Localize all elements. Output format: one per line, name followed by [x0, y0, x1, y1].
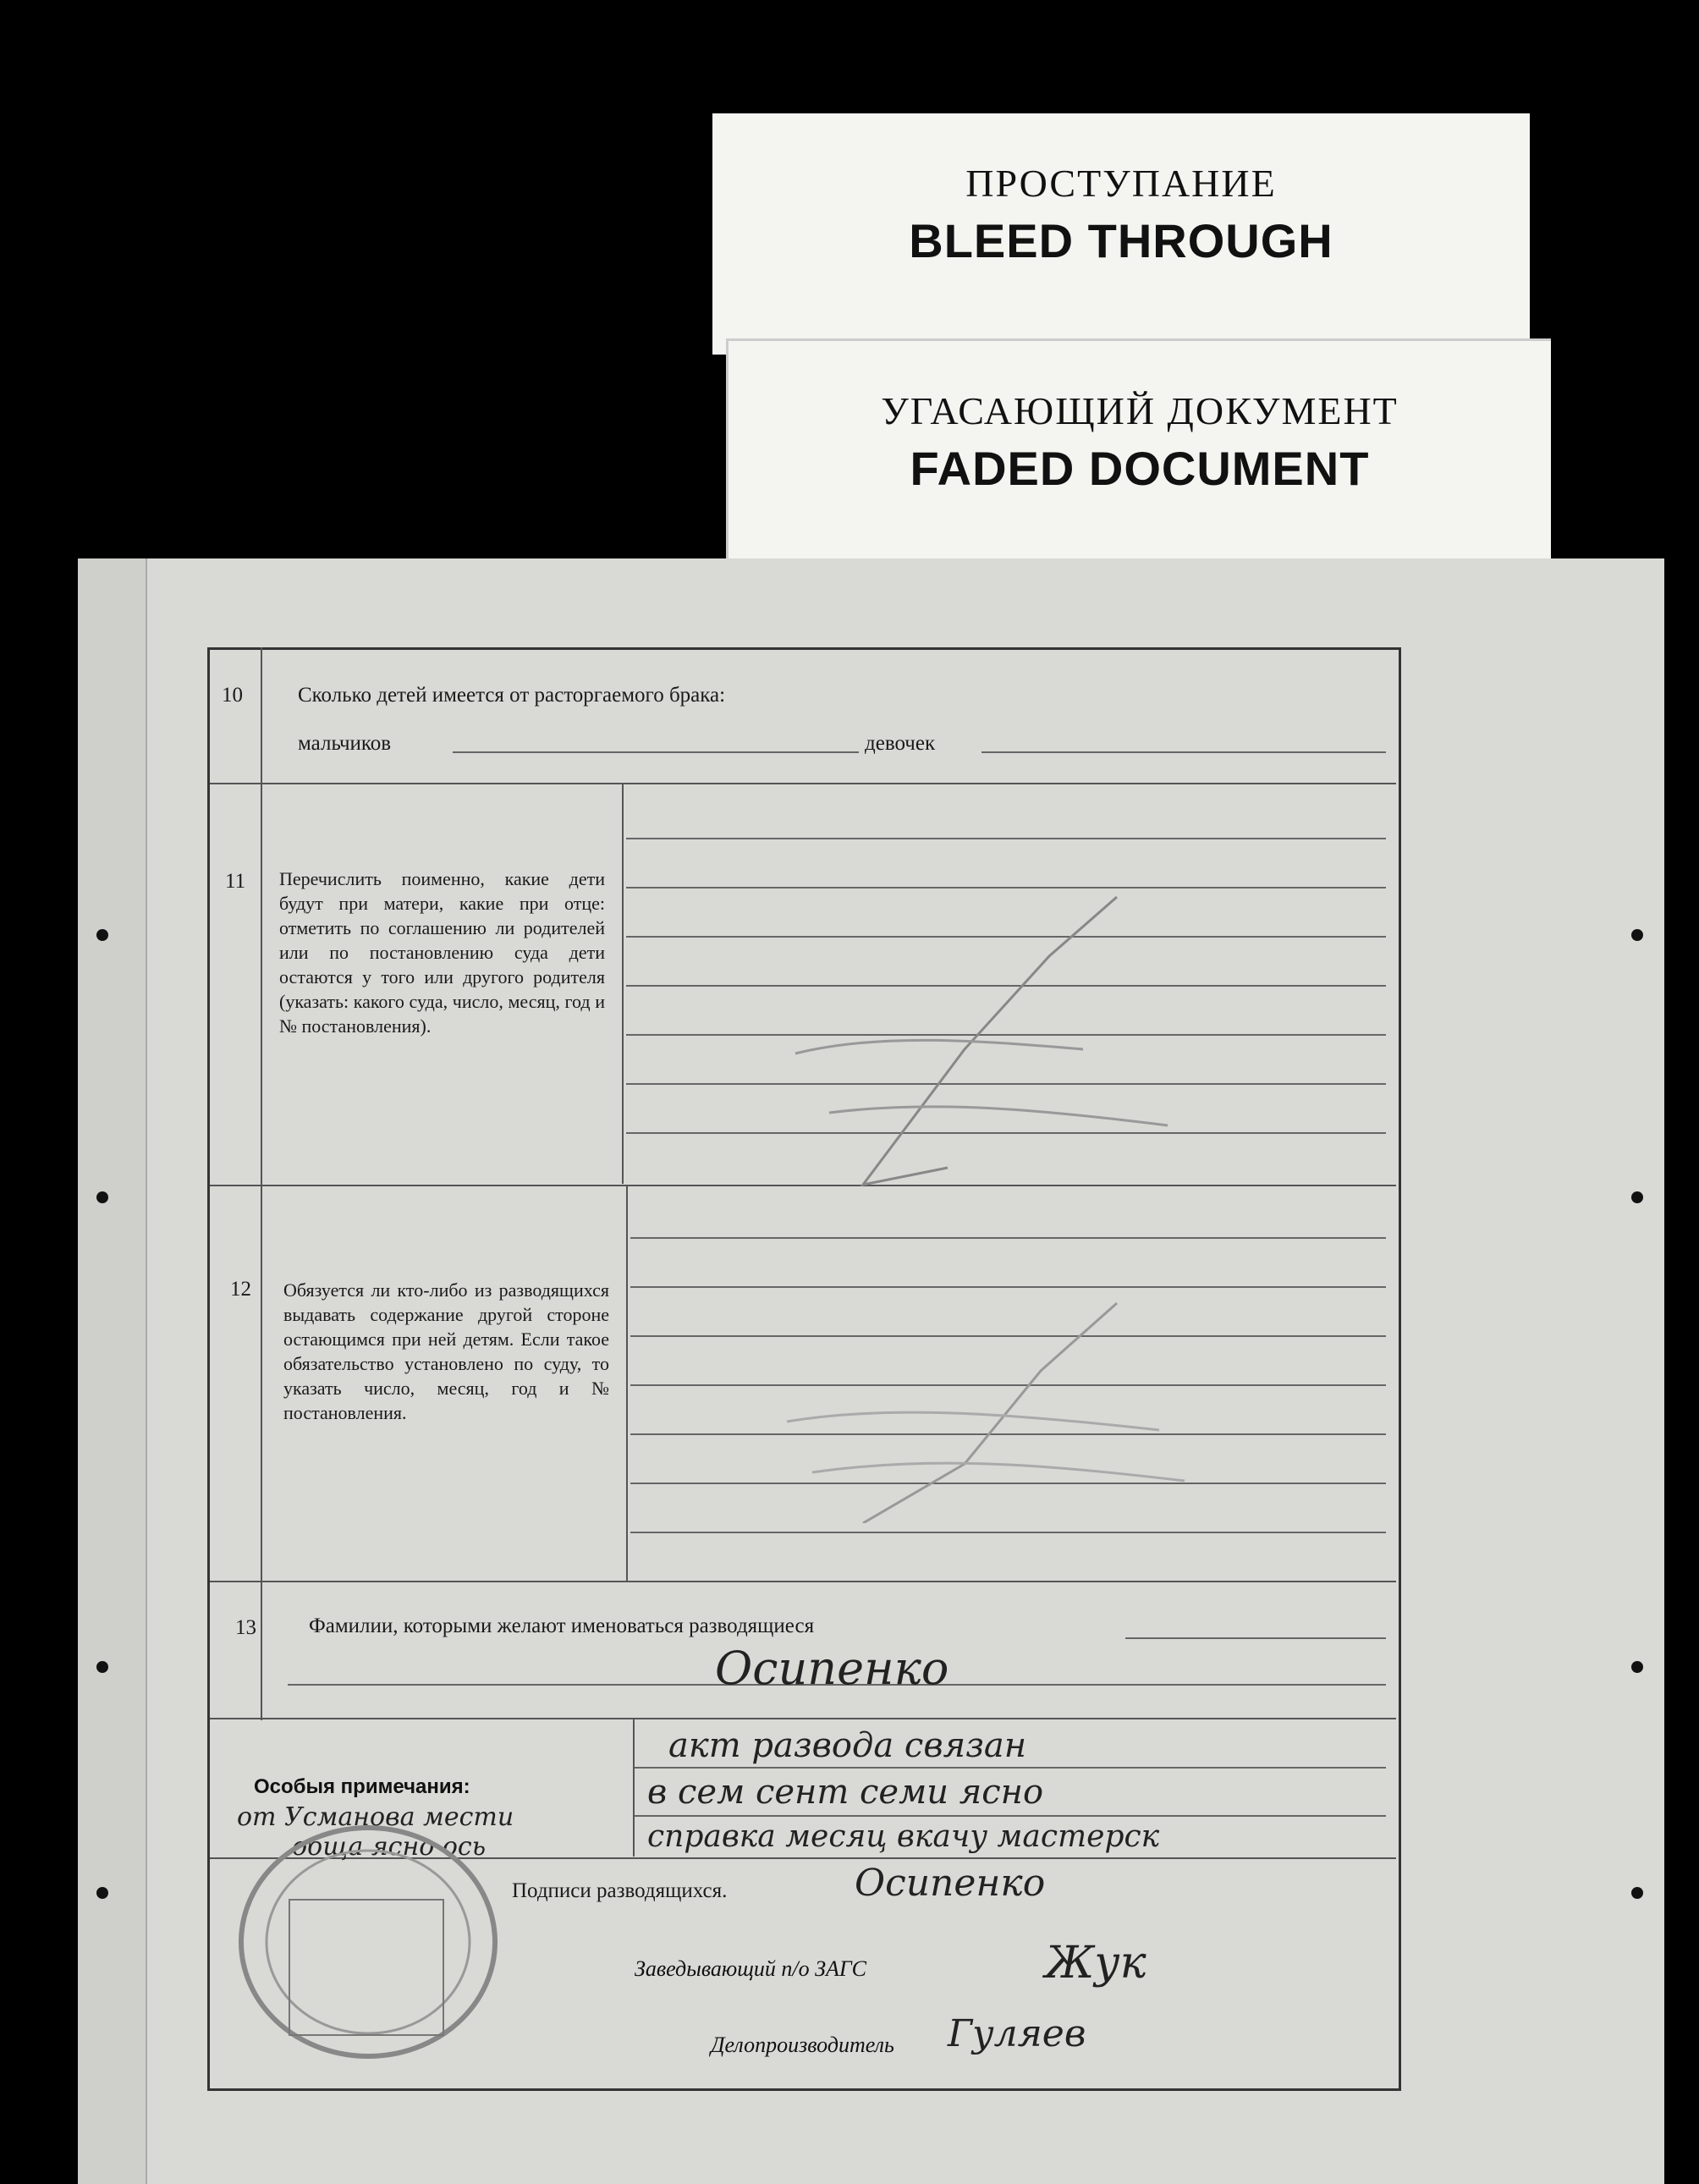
row-13-answer: Осипенко: [715, 1642, 949, 1695]
registrar-head-signature: Жук: [1045, 1938, 1146, 1989]
number-column-divider: [261, 647, 262, 1720]
punch-hole-right-4: [1631, 1887, 1643, 1899]
notes-right-line-1: [635, 1767, 1386, 1769]
row-10-girls-line: [981, 751, 1386, 753]
row-10-boys-line: [453, 751, 859, 753]
faded-document-en-label: FADED DOCUMENT: [910, 442, 1370, 495]
signature-spouses: Осипенко: [855, 1862, 1046, 1905]
answer-column-divider-11: [622, 784, 624, 1184]
bleed-through-ru-label: ПРОСТУПАНИЕ: [965, 162, 1277, 205]
clerk-label: Делопроизводитель: [711, 2033, 894, 2057]
notes-right-line-2: [635, 1815, 1386, 1817]
punch-hole-left-2: [96, 1191, 108, 1203]
row-13-question: Фамилии, которыми желают именоваться разводящиеся: [309, 1615, 815, 1637]
notes-right-line-1-text: акт развода связан: [668, 1726, 1027, 1765]
row-10-question: Сколько детей имеется от расторгаемого брака:: [298, 684, 726, 707]
row-11-number: 11: [225, 870, 246, 893]
pencil-strike-marks: [762, 880, 1235, 1523]
answer-column-divider-12: [626, 1186, 628, 1581]
row-12-number: 12: [230, 1278, 251, 1301]
row-divider-10-11: [210, 783, 1396, 784]
page-spine: [78, 558, 147, 2184]
clerk-signature: Гуляев: [948, 2012, 1086, 2055]
notes-left-line-1: от Усманова мести: [237, 1802, 514, 1832]
faded-document-flag: [726, 338, 1551, 559]
punch-hole-left-1: [96, 929, 108, 941]
punch-hole-right-2: [1631, 1191, 1643, 1203]
row-10-number: 10: [222, 684, 243, 707]
row-13-line-1: [1125, 1637, 1386, 1639]
row-divider-12-13: [210, 1581, 1396, 1582]
registrar-head-label: Заведывающий п/о ЗАГС: [635, 1956, 866, 1981]
row-10-girls-label: девочек: [865, 732, 936, 755]
notes-left-line-2: обща ясно ось: [292, 1832, 487, 1862]
notes-right-line-3-text: справка месяц вкачу мастерск: [647, 1819, 1160, 1854]
row-11-question: Перечислить поименно, какие дети будут при матери, какие при отце: отметить по соглашению ли родителей или по постановлению суда дети остаются у того или другого родителя (указать: какого суда, число, месяц, год и № постановления).: [279, 868, 605, 1037]
faded-document-ru-label: УГАСАЮЩИЙ ДОКУМЕНТ: [881, 389, 1399, 432]
punch-hole-right-3: [1631, 1661, 1643, 1673]
notes-right-line-2-text: в сем сент семи ясно: [647, 1773, 1044, 1812]
row-divider-13-notes: [210, 1718, 1396, 1719]
row-10-boys-label: мальчиков: [298, 732, 392, 755]
round-stamp: [228, 1819, 533, 2073]
notes-label: Особыя примечания:: [254, 1775, 470, 1798]
bleed-through-flag: [712, 113, 1530, 355]
punch-hole-right-1: [1631, 929, 1643, 941]
row-12-question: Обязуется ли кто-либо из разводящихся выдавать содержание другой стороне остающимся при ней детям. Если такое обязательство установлено по суду, то указать число, месяц, год и № постановления.: [283, 1279, 609, 1423]
bleed-through-en-label: BLEED THROUGH: [909, 214, 1333, 267]
punch-hole-left-3: [96, 1661, 108, 1673]
row-13-number: 13: [235, 1616, 256, 1639]
punch-hole-left-4: [96, 1887, 108, 1899]
notes-divider: [633, 1719, 635, 1857]
signatures-label: Подписи разводящихся.: [512, 1879, 728, 1902]
